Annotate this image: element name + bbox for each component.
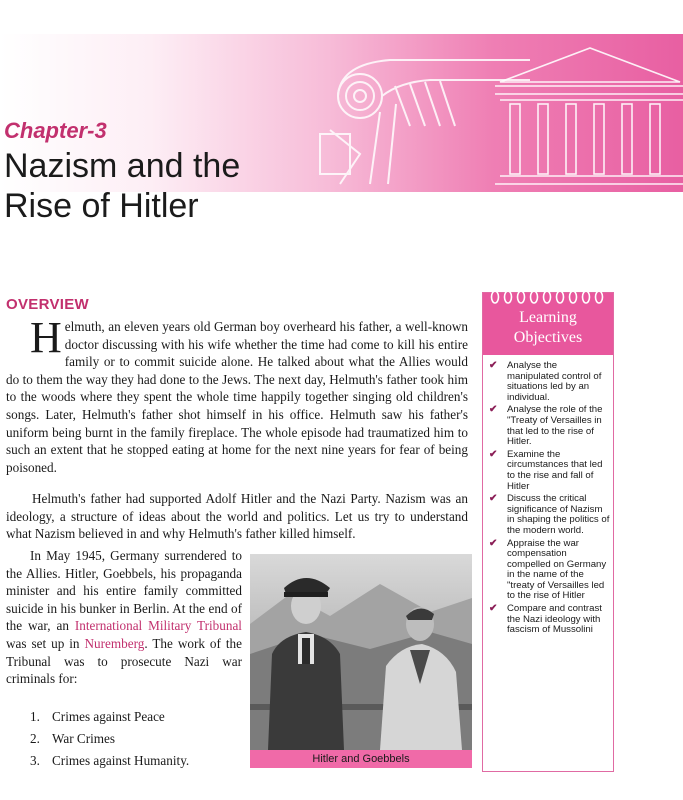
overview-paragraph-1: [6, 313, 468, 476]
objectives-header: [483, 293, 613, 355]
list-item: ✔ Appraise the war compensation compelled on Germany in the name of the "treaty of Versailles led to the rise of Hitler: [489, 537, 607, 602]
chapter-label: Chapter-3: [4, 118, 107, 143]
check-icon: ✔: [489, 360, 498, 371]
paragraph-3-text-a: In May 1945, Germany surrendered to the Allies. Hitler, Goebbels, his propaganda minister and his entire family committed suicide in his bunker in Berlin. At the end of the war, an: [6, 548, 242, 634]
check-icon: ✔: [489, 537, 498, 549]
list-item: ✔ Compare and contrast the Nazi ideology with fascism of Mussolini: [489, 603, 602, 636]
learning-objectives-panel: [482, 292, 614, 772]
drop-cap: H: [30, 313, 62, 362]
overview-paragraph-3: [6, 547, 242, 688]
paragraph-1-text: elmuth, an eleven years old German boy overheard his father, a well-known doctor discussing with his wife whether the time had come to kill his entire family or to commit suicide alone. He talked about what the Allies would do to them the way they had done to the Jews. The next day, Helmuth's father took him to the woods where they spent the whole time happily together singing old children's songs. Later, Helmuth's father shot himself in his office. Helmuth saw his father's uniform being burnt in the family fireplace. The whole episode had traumatized him to such an extent that he stopped eating at home for the next nine years for fear of being poisoned.: [6, 319, 468, 475]
list-item: 3. Crimes against Humanity.: [30, 753, 190, 768]
list-item: ✔ Examine the circumstances that led to the rise and fall of Hitler: [489, 448, 603, 492]
check-icon: ✔: [489, 448, 498, 460]
list-item: 1. Crimes against Peace: [30, 709, 165, 724]
check-icon: ✔: [489, 603, 498, 615]
photo-illustration: [250, 554, 472, 750]
greek-architecture-illustration: [300, 34, 683, 192]
nuremberg-term: Nuremberg: [84, 635, 145, 651]
list-item: ✔ Analyse the role of the "Treaty of Versailles in that led to the rise of Hitler.: [489, 404, 603, 448]
paragraph-3-text-b: was set up in: [6, 635, 85, 651]
list-item: ✔ Discuss the critical significance of Nazism in shaping the politics of the modern world.: [489, 493, 610, 536]
chapter-title-line-2: Rise of Hitler: [4, 187, 199, 225]
list-item: ✔ Analyse the manipulated control of situations led by an individual.: [489, 360, 602, 403]
historical-photo: [250, 554, 472, 750]
paragraph-3-text-c: . The work of the Tribunal was to prosecute Nazi war criminals for:: [6, 635, 243, 687]
spiral-binding-icon: [489, 287, 607, 305]
overview-heading: OVERVIEW: [6, 296, 89, 313]
crimes-list: [30, 706, 189, 772]
chapter-banner: [0, 34, 683, 225]
photo-caption: Hitler and Goebbels: [250, 750, 472, 768]
objectives-list: [487, 361, 611, 638]
check-icon: ✔: [489, 404, 498, 416]
overview-paragraph-2: Helmuth's father had supported Adolf Hitler and the Nazi Party. Nazism was an ideology, a structure of ideas about the world and politics. Let us try to understand what Nazism believed in and why Helmuth's father killed himself.: [6, 491, 468, 542]
chapter-title-line-1: Nazism and the: [4, 147, 241, 185]
check-icon: ✔: [489, 493, 498, 505]
objectives-title-line-2: Objectives: [513, 329, 583, 346]
list-item: 2. War Crimes: [30, 731, 116, 746]
objectives-title-line-1: Learning: [519, 309, 577, 326]
tribunal-term: International Military Tribunal: [74, 618, 242, 634]
